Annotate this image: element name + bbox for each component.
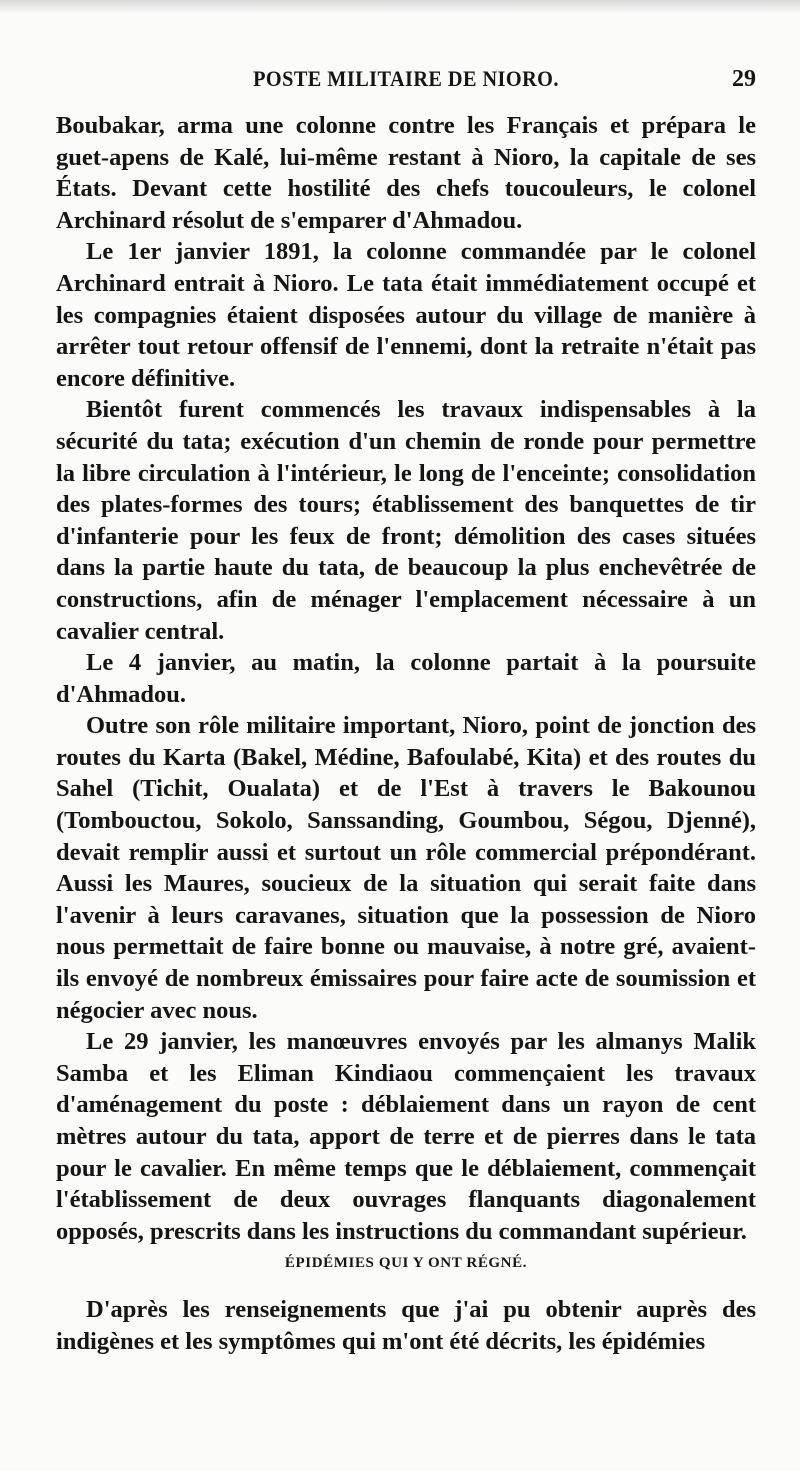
page-top-edge <box>0 0 800 14</box>
running-title: POSTE MILITAIRE DE NIORO. <box>253 66 559 91</box>
section-heading: ÉPIDÉMIES QUI Y ONT RÉGNÉ. <box>284 1255 528 1271</box>
paragraph-7: D'après les renseignements que j'ai pu obtenir auprès des indigènes et les symptômes qui m'ont été décrits, les épidémies <box>56 1296 756 1355</box>
paragraph-1: Boubakar, arma une colonne contre les Français et prépara le guet-apens de Kalé, lui-même restant à Nioro, la capitale de ses États. Devant cette hostilité des chefs toucouleurs, le colonel Archinard résolut de s'emparer d'Ahmadou. <box>56 112 756 234</box>
paragraph-6: Le 29 janvier, les manœuvres envoyés par les almanys Malik Samba et les Eliman Kindiaou commençaient les travaux d'aménagement du poste : déblaiement dans un rayon de cent mètres autour du tata, apport de terre et de pierres dans le tata pour le cavalier. En même temps que le déblaiement, commençait l'établissement de deux ouvrages flanquants diagonalement opposés, prescrits dans les instructions du commandant supérieur. <box>56 1028 756 1245</box>
paragraph-3: Bientôt furent commencés les travaux indispensables à la sécurité du tata; exécution d'un chemin de ronde pour permettre la libre circulation à l'intérieur, le long de l'enceinte; consolidation des plates-formes des tours; établissement des banquettes de tir d'infanterie pour les feux de front; démolition des cases situées dans la partie haute du tata, de beaucoup la plus enchevêtrée de constructions, afin de ménager l'emplacement nécessaire à un cavalier central. <box>56 396 756 645</box>
running-head <box>56 66 756 100</box>
paragraph-5: Outre son rôle militaire important, Nioro, point de jonction des routes du Karta (Bakel, Médine, Bafoulabé, Kita) et des routes du Sahel (Tichit, Oualata) et de l'Est à travers le Bakounou (Tombouctou, Sokolo, Sanssanding, Goumbou, Ségou, Djenné), devait remplir aussi et surtout un rôle commercial prépondérant. Aussi les Maures, soucieux de la situation qui serait faite dans l'avenir à leurs caravanes, situation que la possession de Nioro nous permettait de faire bonne ou mauvaise, à notre gré, avaient-ils envoyé de nombreux émissaires pour faire acte de soumission et négocier avec nous. <box>56 712 756 1024</box>
body-text <box>56 110 756 1247</box>
final-text <box>56 1294 756 1357</box>
paragraph-4: Le 4 janvier, au matin, la colonne partait à la poursuite d'Ahmadou. <box>56 649 756 708</box>
page-number: 29 <box>732 66 756 92</box>
paragraph-2: Le 1er janvier 1891, la colonne commandée par le colonel Archinard entrait à Nioro. Le tata était immédiatement occupé et les compagnies étaient disposées autour du village de manière à arrêter tout retour offensif de l'ennemi, dont la retraite n'était pas encore définitive. <box>56 238 756 392</box>
